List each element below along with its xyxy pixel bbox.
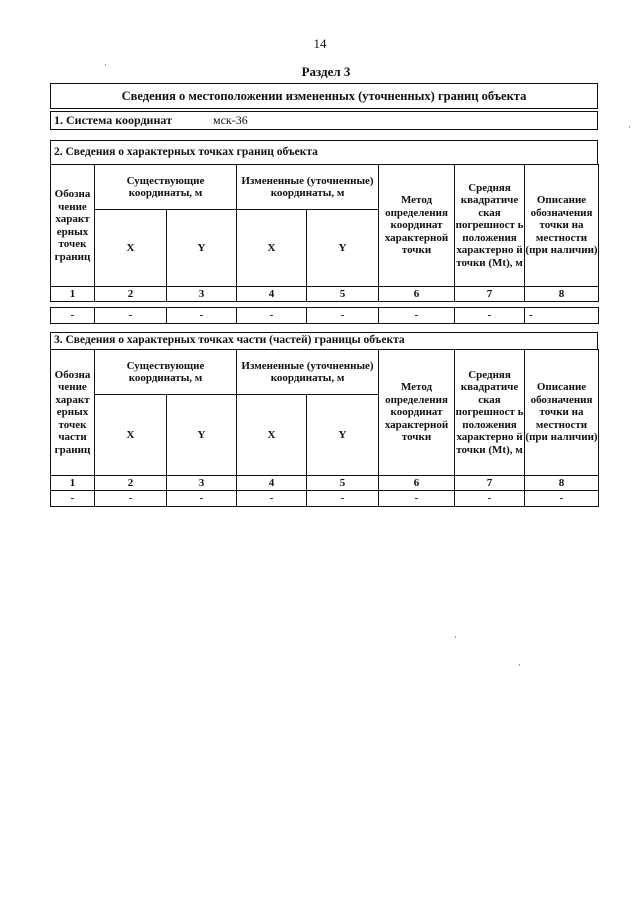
scan-speck: · <box>518 660 521 670</box>
table-cell: - <box>307 491 379 507</box>
header-changed-x: X <box>237 395 307 476</box>
header-existing-y: Y <box>167 395 237 476</box>
table-cell: - <box>51 491 95 507</box>
header-existing-coordinates: Существующие координаты, м <box>95 350 237 395</box>
column-number: 5 <box>307 476 379 491</box>
column-number: 3 <box>167 287 237 302</box>
table-cell: - <box>525 308 599 324</box>
column-number: 1 <box>51 476 95 491</box>
table-cell: - <box>525 491 599 507</box>
header-existing-x: X <box>95 210 167 287</box>
table-cell: - <box>379 308 455 324</box>
header-changed-coordinates: Измененные (уточненные) координаты, м <box>237 350 379 395</box>
table-cell: - <box>167 308 237 324</box>
column-number: 3 <box>167 476 237 491</box>
table-cell: - <box>455 491 525 507</box>
column-number: 7 <box>455 287 525 302</box>
header-existing-y: Y <box>167 210 237 287</box>
coordinate-system-row <box>50 111 598 130</box>
table-cell: - <box>167 491 237 507</box>
table-cell: - <box>379 491 455 507</box>
header-mean-error: Средняя квадратиче ская погрешност ь положения характерно й точки (Mt), м <box>455 165 525 287</box>
header-changed-x: X <box>237 210 307 287</box>
header-designation: Обозна чение характ ерных точек границ <box>51 165 95 287</box>
column-number: 8 <box>525 476 599 491</box>
page-number: 14 <box>313 36 327 51</box>
column-number: 5 <box>307 287 379 302</box>
table-cell: - <box>95 491 167 507</box>
column-number: 1 <box>51 287 95 302</box>
column-number: 6 <box>379 476 455 491</box>
table-row <box>51 308 599 324</box>
coordinate-system-label: 1. Система координат <box>54 113 172 127</box>
scan-speck: · <box>104 60 107 70</box>
header-existing-x: X <box>95 395 167 476</box>
table-cell: - <box>95 308 167 324</box>
header-changed-coordinates: Измененные (уточненные) координаты, м <box>237 165 379 210</box>
main-title: Сведения о местоположении измененных (уточненных) границ объекта <box>50 83 598 109</box>
column-number: 4 <box>237 476 307 491</box>
header-existing-coordinates: Существующие координаты, м <box>95 165 237 210</box>
column-number-row <box>51 287 599 302</box>
header-mean-error: Средняя квадратиче ская погрешност ь положения характерно й точки (Mt), м <box>455 350 525 476</box>
section3-table <box>50 349 599 507</box>
table-cell: - <box>455 308 525 324</box>
table-cell: - <box>237 491 307 507</box>
section2-title: 2. Сведения о характерных точках границ объекта <box>50 140 598 164</box>
section3-title: 3. Сведения о характерных точках части (частей) границы объекта <box>50 332 598 349</box>
table-cell: - <box>51 308 95 324</box>
header-changed-y: Y <box>307 395 379 476</box>
table-cell: - <box>307 308 379 324</box>
header-method: Метод определения координат характерной точки <box>379 350 455 476</box>
header-description: Описание обозначения точки на местности (при наличии) <box>525 350 599 476</box>
header-description: Описание обозначения точки на местности (при наличии) <box>525 165 599 287</box>
column-number: 8 <box>525 287 599 302</box>
column-number-row <box>51 476 599 491</box>
header-method: Метод определения координат характерной точки <box>379 165 455 287</box>
column-number: 4 <box>237 287 307 302</box>
section2-table <box>50 164 599 324</box>
section-title: Раздел 3 <box>301 64 351 79</box>
header-designation: Обозна чение характ ерных точек части границ <box>51 350 95 476</box>
coordinate-system-value: мск-36 <box>213 113 248 127</box>
column-number: 2 <box>95 476 167 491</box>
header-changed-y: Y <box>307 210 379 287</box>
table-row <box>51 491 599 507</box>
table-cell: - <box>237 308 307 324</box>
column-number: 2 <box>95 287 167 302</box>
scan-speck: · <box>628 122 631 132</box>
column-number: 7 <box>455 476 525 491</box>
scan-speck: · <box>454 632 457 642</box>
column-number: 6 <box>379 287 455 302</box>
